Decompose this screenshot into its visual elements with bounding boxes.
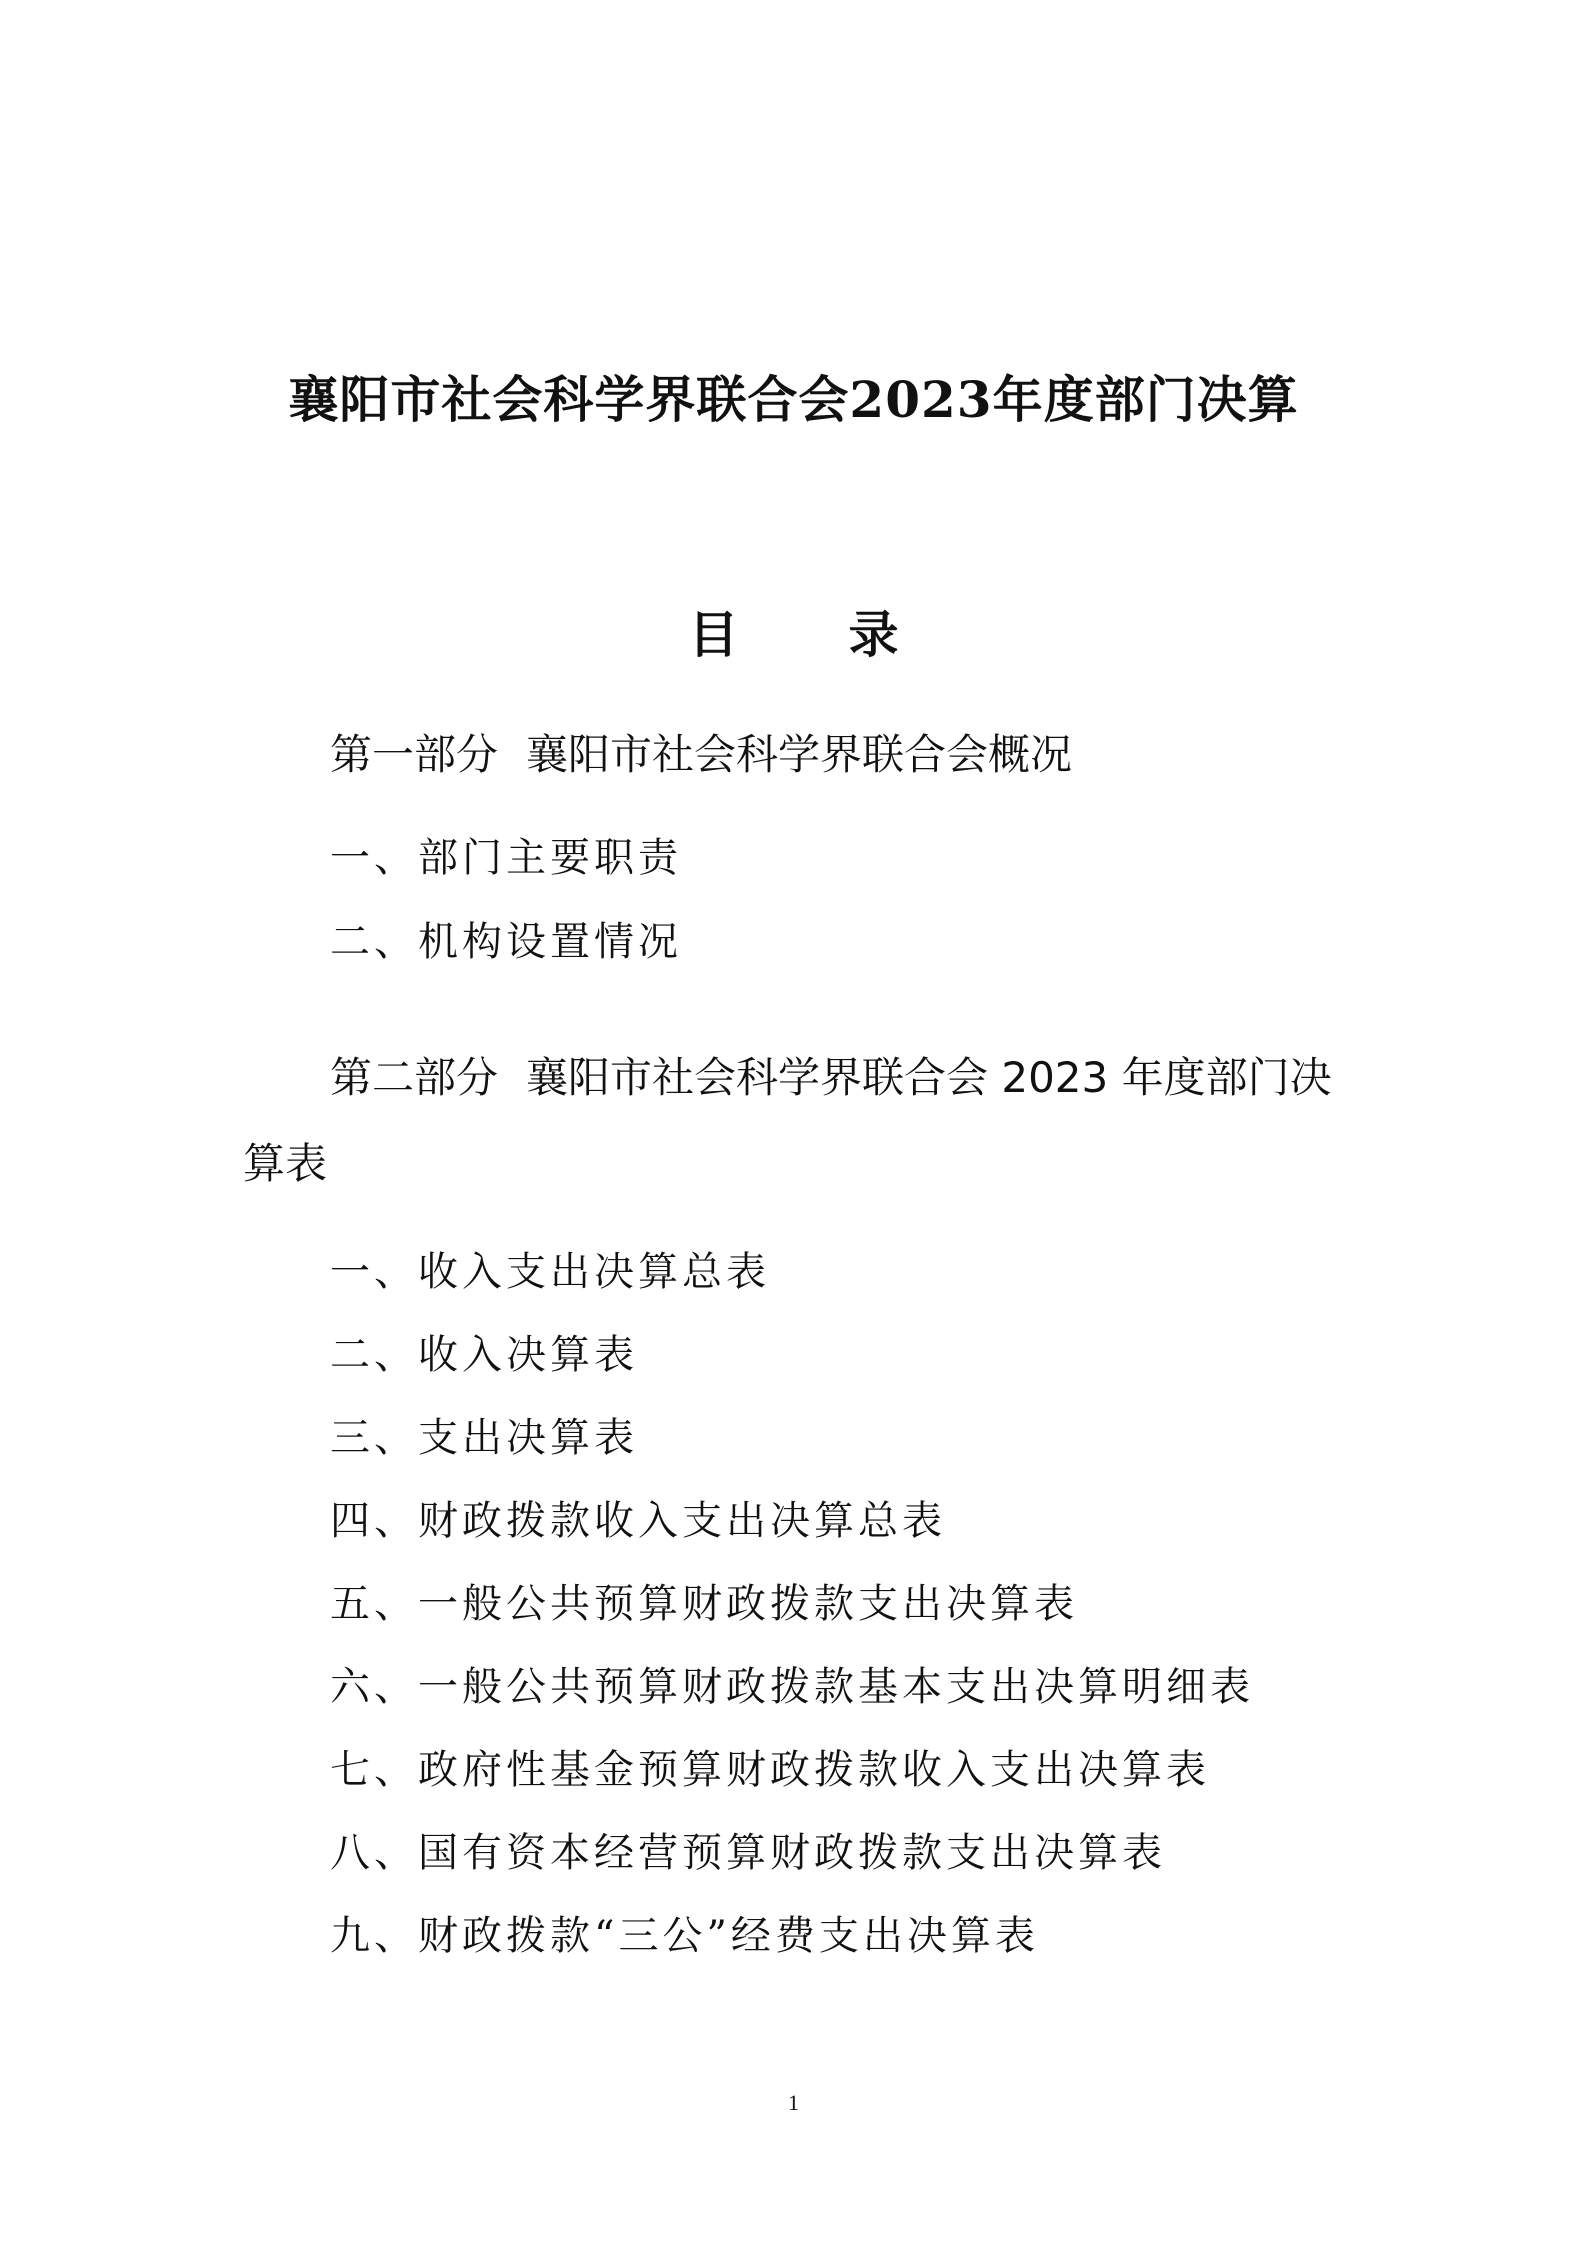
toc-heading-char-2: 录 [848, 605, 899, 664]
part1-heading [330, 722, 1072, 782]
toc-heading-char-1: 目 [688, 605, 739, 664]
part2-item-8: 八、国有资本经营预算财政拨款支出决算表 [330, 1830, 1166, 1876]
part2-item-1: 一、收入支出决算总表 [330, 1249, 770, 1295]
part2-heading [243, 1035, 1353, 1207]
toc-heading [0, 595, 1587, 667]
part2-label: 第二部分 [330, 1053, 499, 1102]
part1-label: 第一部分 [330, 730, 499, 779]
part1-item-2: 二、机构设置情况 [330, 919, 682, 965]
part2-item-2: 二、收入决算表 [330, 1332, 638, 1378]
part1-item-1: 一、部门主要职责 [330, 835, 682, 881]
page-number: 1 [788, 2090, 799, 2115]
part2-item-3: 三、支出决算表 [330, 1415, 638, 1461]
document-title: 襄阳市社会科学界联合会2023年度部门决算 [288, 370, 1299, 429]
part2-text: 襄阳市社会科学界联合会 2023 年度部门决算表 [243, 1053, 1332, 1188]
part2-item-6: 六、一般公共预算财政拨款基本支出决算明细表 [330, 1664, 1254, 1710]
part2-item-9: 九、财政拨款“三公”经费支出决算表 [330, 1913, 1039, 1959]
part2-item-7: 七、政府性基金预算财政拨款收入支出决算表 [330, 1747, 1210, 1793]
part1-text: 襄阳市社会科学界联合会概况 [526, 730, 1073, 779]
part2-item-5: 五、一般公共预算财政拨款支出决算表 [330, 1581, 1078, 1627]
part2-item-4: 四、财政拨款收入支出决算总表 [330, 1498, 946, 1544]
